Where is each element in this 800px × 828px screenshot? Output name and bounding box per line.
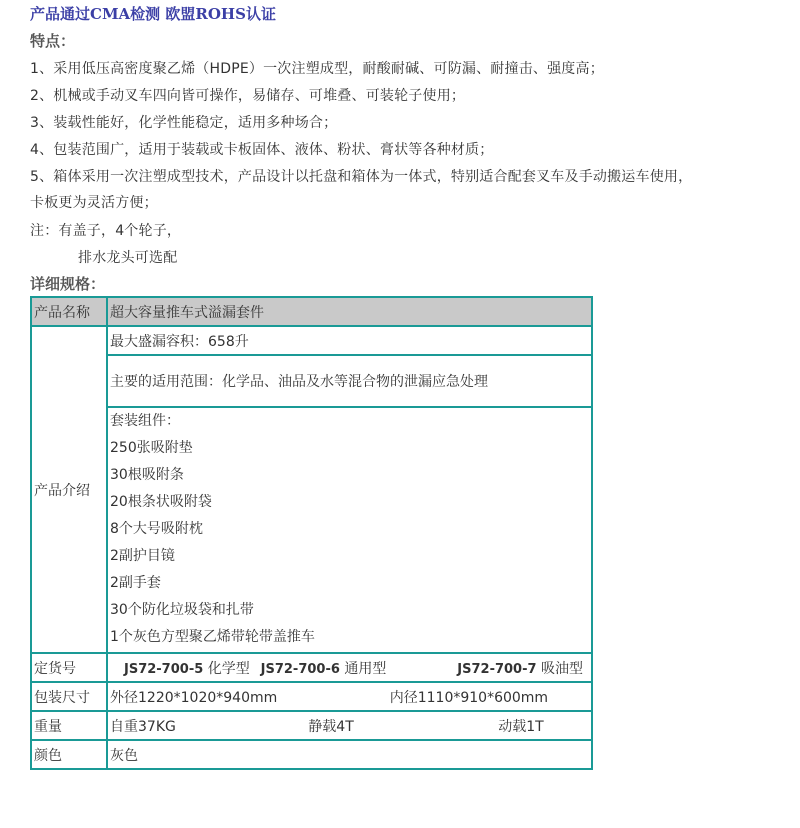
feature-line: 卡板更为灵活方便；	[30, 195, 158, 211]
spec-row-weight	[31, 711, 592, 740]
order-item: JS72-700-7 吸油型	[457, 660, 583, 677]
pack-inner: 内径1110*910*600mm	[389, 689, 549, 706]
note-line-option: 排水龙头可选配	[78, 250, 178, 266]
kit-cell	[107, 407, 592, 653]
weight-static: 静载4T	[308, 718, 354, 735]
feature-line: 1、采用低压高密度聚乙烯（HDPE）一次注塑成型，耐酸耐碱、可防漏、耐撞击、强度高；	[30, 61, 604, 77]
pack-label: 包装尺寸	[31, 682, 107, 711]
spec-table	[30, 296, 593, 770]
kit-item: 20根条状吸附袋	[110, 494, 212, 510]
kit-item: 2副护目镜	[110, 548, 175, 564]
spec-row-kit	[31, 407, 592, 653]
kit-item: 2副手套	[110, 575, 161, 591]
color-label: 颜色	[31, 740, 107, 769]
order-item: JS72-700-5 化学型	[124, 660, 250, 677]
spec-row-name	[31, 297, 592, 326]
name-value: 超大容量推车式溢漏套件	[107, 297, 592, 326]
pack-cell	[107, 682, 592, 711]
scope-value: 主要的适用范围：化学品、油品及水等混合物的泄漏应急处理	[107, 355, 592, 407]
weight-label: 重量	[31, 711, 107, 740]
intro-label: 产品介绍	[31, 326, 107, 653]
feature-line: 5、箱体采用一次注塑成型技术，产品设计以托盘和箱体为一体式，特别适合配套叉车及手动搬运车使用，	[30, 169, 693, 185]
spec-row-scope	[31, 355, 592, 407]
order-cell	[107, 653, 592, 682]
color-value: 灰色	[107, 740, 592, 769]
pack-outer: 外径1220*1020*940mm	[110, 689, 278, 706]
page-title: 产品通过CMA检测 欧盟ROHS认证	[30, 5, 276, 23]
capacity-value: 最大盛漏容积：658升	[107, 326, 592, 355]
feature-line: 3、装载性能好，化学性能稳定，适用多种场合；	[30, 115, 338, 131]
weight-self: 自重37KG	[110, 718, 176, 735]
order-item: JS72-700-6 通用型	[260, 660, 387, 677]
spec-row-color	[31, 740, 592, 769]
weight-dynamic: 动载1T	[498, 718, 544, 735]
features-heading: 特点：	[30, 32, 76, 50]
order-label: 定货号	[31, 653, 107, 682]
feature-line: 2、机械或手动叉车四向皆可操作，易储存、可堆叠、可装轮子使用；	[30, 88, 466, 104]
spec-row-pack	[31, 682, 592, 711]
weight-cell	[107, 711, 592, 740]
kit-heading: 套装组件：	[110, 413, 180, 429]
spec-row-order	[31, 653, 592, 682]
spec-row-capacity	[31, 326, 592, 355]
name-label: 产品名称	[31, 297, 107, 326]
kit-item: 250张吸附垫	[110, 440, 193, 456]
kit-item: 8个大号吸附枕	[110, 521, 203, 537]
kit-item: 30根吸附条	[110, 467, 184, 483]
feature-line: 4、包装范围广，适用于装载或卡板固体、液体、粉状、膏状等各种材质；	[30, 142, 494, 158]
spec-heading: 详细规格：	[30, 275, 106, 293]
kit-item: 1个灰色方型聚乙烯带轮带盖推车	[110, 629, 315, 645]
note-line: 注：有盖子，4个轮子，	[30, 223, 182, 239]
kit-item: 30个防化垃圾袋和扎带	[110, 602, 254, 618]
